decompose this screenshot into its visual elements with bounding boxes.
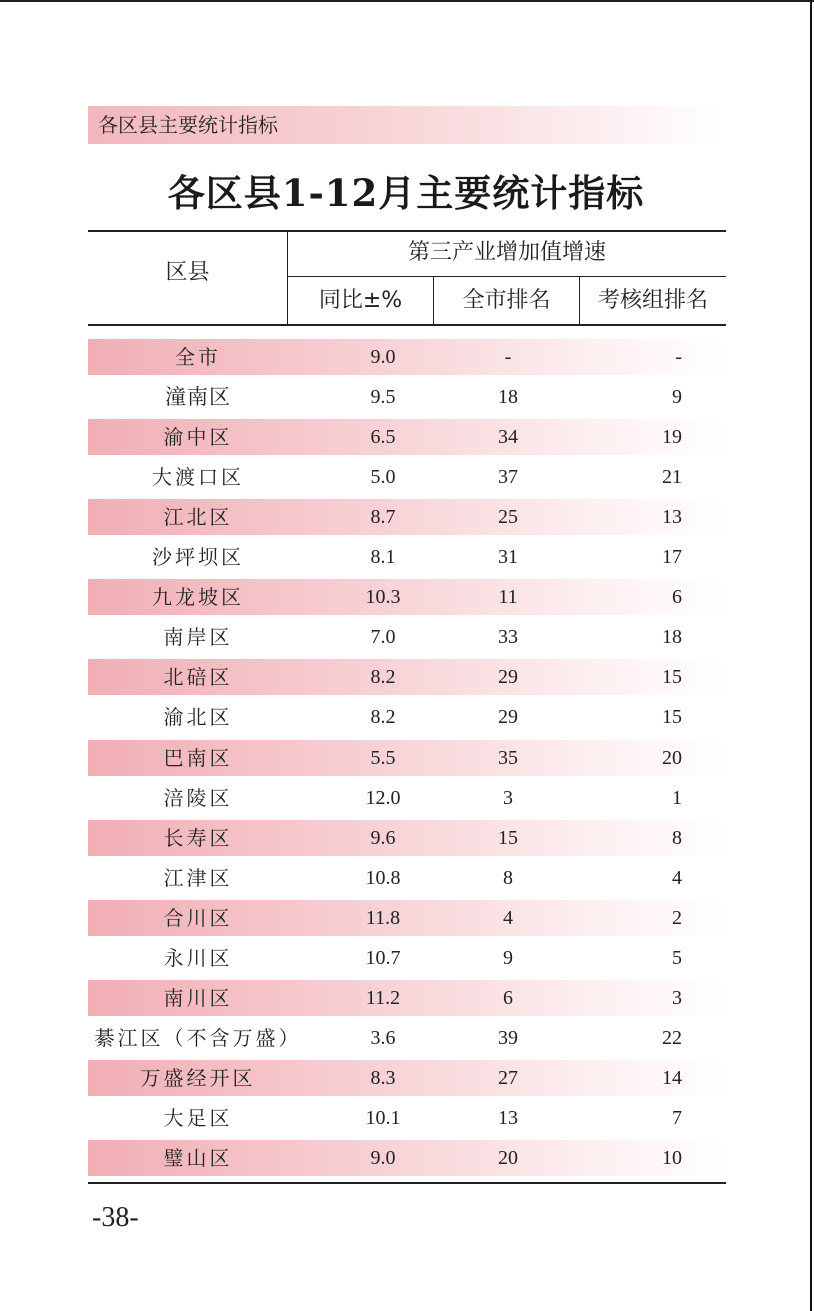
- table-row: [88, 619, 726, 655]
- group-rank-value: 19: [662, 426, 682, 448]
- yoy-value: 5.0: [370, 466, 396, 488]
- section-label: 各区县主要统计指标: [98, 113, 278, 137]
- yoy-value: 10.1: [365, 1107, 401, 1129]
- yoy-value: 8.1: [370, 546, 396, 568]
- page-top-border: [0, 0, 814, 2]
- district-name: 渝北区: [163, 705, 233, 729]
- city-rank-value: 15: [498, 827, 518, 849]
- district-name: 全市: [175, 345, 221, 369]
- yoy-value: 9.0: [370, 1147, 396, 1169]
- table-row: [88, 1060, 726, 1096]
- district-name: 万盛经开区: [140, 1066, 256, 1090]
- table-row: [88, 379, 726, 415]
- group-rank-value: -: [675, 346, 682, 368]
- table-row: [88, 820, 726, 856]
- city-rank-value: 31: [498, 546, 518, 568]
- group-rank-value: 1: [672, 787, 682, 809]
- city-rank-value: -: [504, 346, 512, 368]
- city-rank-value: 3: [503, 787, 513, 809]
- district-name: 璧山区: [163, 1146, 233, 1170]
- city-rank-value: 6: [503, 987, 513, 1009]
- yoy-value: 9.0: [370, 346, 396, 368]
- table-row: [88, 940, 726, 976]
- column-header-yoy: 同比±%: [318, 288, 403, 313]
- table-row: [88, 1140, 726, 1176]
- yoy-value: 3.6: [370, 1027, 396, 1049]
- group-rank-value: 9: [672, 386, 682, 408]
- district-name: 合川区: [163, 906, 233, 930]
- group-rank-value: 22: [662, 1027, 682, 1049]
- group-rank-value: 17: [662, 546, 682, 568]
- city-rank-value: 18: [498, 386, 518, 408]
- table-row: [88, 459, 726, 495]
- yoy-value: 9.5: [370, 386, 396, 408]
- district-name: 渝中区: [163, 425, 233, 449]
- group-header-rule: [288, 276, 726, 277]
- district-name: 江津区: [163, 866, 233, 890]
- city-rank-value: 29: [498, 706, 518, 728]
- table-row: [88, 1100, 726, 1136]
- city-rank-value: 9: [503, 947, 513, 969]
- district-name: 永川区: [163, 946, 233, 970]
- group-rank-value: 14: [662, 1067, 682, 1089]
- city-rank-value: 29: [498, 666, 518, 688]
- group-rank-value: 8: [672, 827, 682, 849]
- table-row: [88, 1020, 726, 1056]
- city-rank-value: 35: [498, 747, 518, 769]
- group-rank-value: 6: [672, 586, 682, 608]
- table-row: [88, 699, 726, 735]
- city-rank-value: 11: [498, 586, 518, 608]
- group-rank-value: 5: [672, 947, 682, 969]
- yoy-value: 5.5: [370, 747, 396, 769]
- table-row: [88, 339, 726, 375]
- group-rank-value: 2: [672, 907, 682, 929]
- group-rank-value: 13: [662, 506, 682, 528]
- city-rank-value: 37: [498, 466, 518, 488]
- table-row: [88, 740, 726, 776]
- table-bottom-rule: [88, 1182, 726, 1184]
- yoy-value: 6.5: [370, 426, 396, 448]
- district-name: 潼南区: [165, 385, 231, 409]
- group-rank-value: 10: [662, 1147, 682, 1169]
- table-row: [88, 539, 726, 575]
- city-rank-value: 8: [503, 867, 513, 889]
- district-name: 九龙坡区: [152, 585, 244, 609]
- yoy-value: 7.0: [370, 626, 396, 648]
- city-rank-value: 13: [498, 1107, 518, 1129]
- group-rank-value: 15: [662, 666, 682, 688]
- district-name: 大渡口区: [152, 465, 244, 489]
- yoy-value: 11.8: [365, 907, 401, 929]
- column-header-city-rank: 全市排名: [462, 288, 551, 313]
- city-rank-value: 4: [503, 907, 513, 929]
- table-row: [88, 499, 726, 535]
- district-name: 南川区: [163, 986, 233, 1010]
- district-name: 巴南区: [163, 746, 233, 770]
- table-header-bottom-rule: [88, 324, 726, 326]
- city-rank-value: 34: [498, 426, 518, 448]
- table-row: [88, 900, 726, 936]
- column-group-header: 第三产业增加值增速: [407, 240, 606, 265]
- group-rank-value: 21: [662, 466, 682, 488]
- table-row: [88, 980, 726, 1016]
- group-rank-value: 3: [672, 987, 682, 1009]
- district-name: 涪陵区: [163, 786, 233, 810]
- yoy-value: 10.8: [365, 867, 401, 889]
- district-name: 江北区: [163, 505, 233, 529]
- district-name: 南岸区: [163, 625, 233, 649]
- yoy-value: 12.0: [365, 787, 401, 809]
- table-row: [88, 419, 726, 455]
- district-name: 沙坪坝区: [152, 545, 244, 569]
- group-rank-value: 18: [662, 626, 682, 648]
- page-right-border: [810, 0, 812, 1311]
- column-header-group-rank: 考核组排名: [597, 288, 708, 313]
- city-rank-value: 27: [498, 1067, 518, 1089]
- yoy-value: 9.6: [370, 827, 396, 849]
- yoy-value: 11.2: [365, 987, 401, 1009]
- group-rank-value: 4: [672, 867, 682, 889]
- yoy-value: 8.2: [370, 706, 396, 728]
- table-row: [88, 659, 726, 695]
- group-rank-value: 7: [672, 1107, 682, 1129]
- district-name: 大足区: [163, 1106, 233, 1130]
- column-header-district: 区县: [165, 260, 210, 285]
- table-row: [88, 780, 726, 816]
- page-title: 各区县1-12月主要统计指标: [167, 171, 645, 215]
- table-top-rule: [88, 230, 726, 232]
- yoy-value: 8.7: [370, 506, 396, 528]
- table-row: [88, 860, 726, 896]
- group-rank-value: 20: [662, 747, 682, 769]
- table-row: [88, 579, 726, 615]
- city-rank-value: 25: [498, 506, 518, 528]
- yoy-value: 8.3: [370, 1067, 396, 1089]
- page-number: -38-: [92, 1202, 139, 1233]
- yoy-value: 10.7: [365, 947, 401, 969]
- yoy-value: 10.3: [365, 586, 401, 608]
- yoy-value: 8.2: [370, 666, 396, 688]
- city-rank-value: 20: [498, 1147, 518, 1169]
- district-name: 长寿区: [163, 826, 233, 850]
- city-rank-value: 33: [498, 626, 518, 648]
- district-name: 北碚区: [163, 665, 233, 689]
- district-name: 綦江区（不含万盛）: [94, 1026, 302, 1050]
- group-rank-value: 15: [662, 706, 682, 728]
- city-rank-value: 39: [498, 1027, 518, 1049]
